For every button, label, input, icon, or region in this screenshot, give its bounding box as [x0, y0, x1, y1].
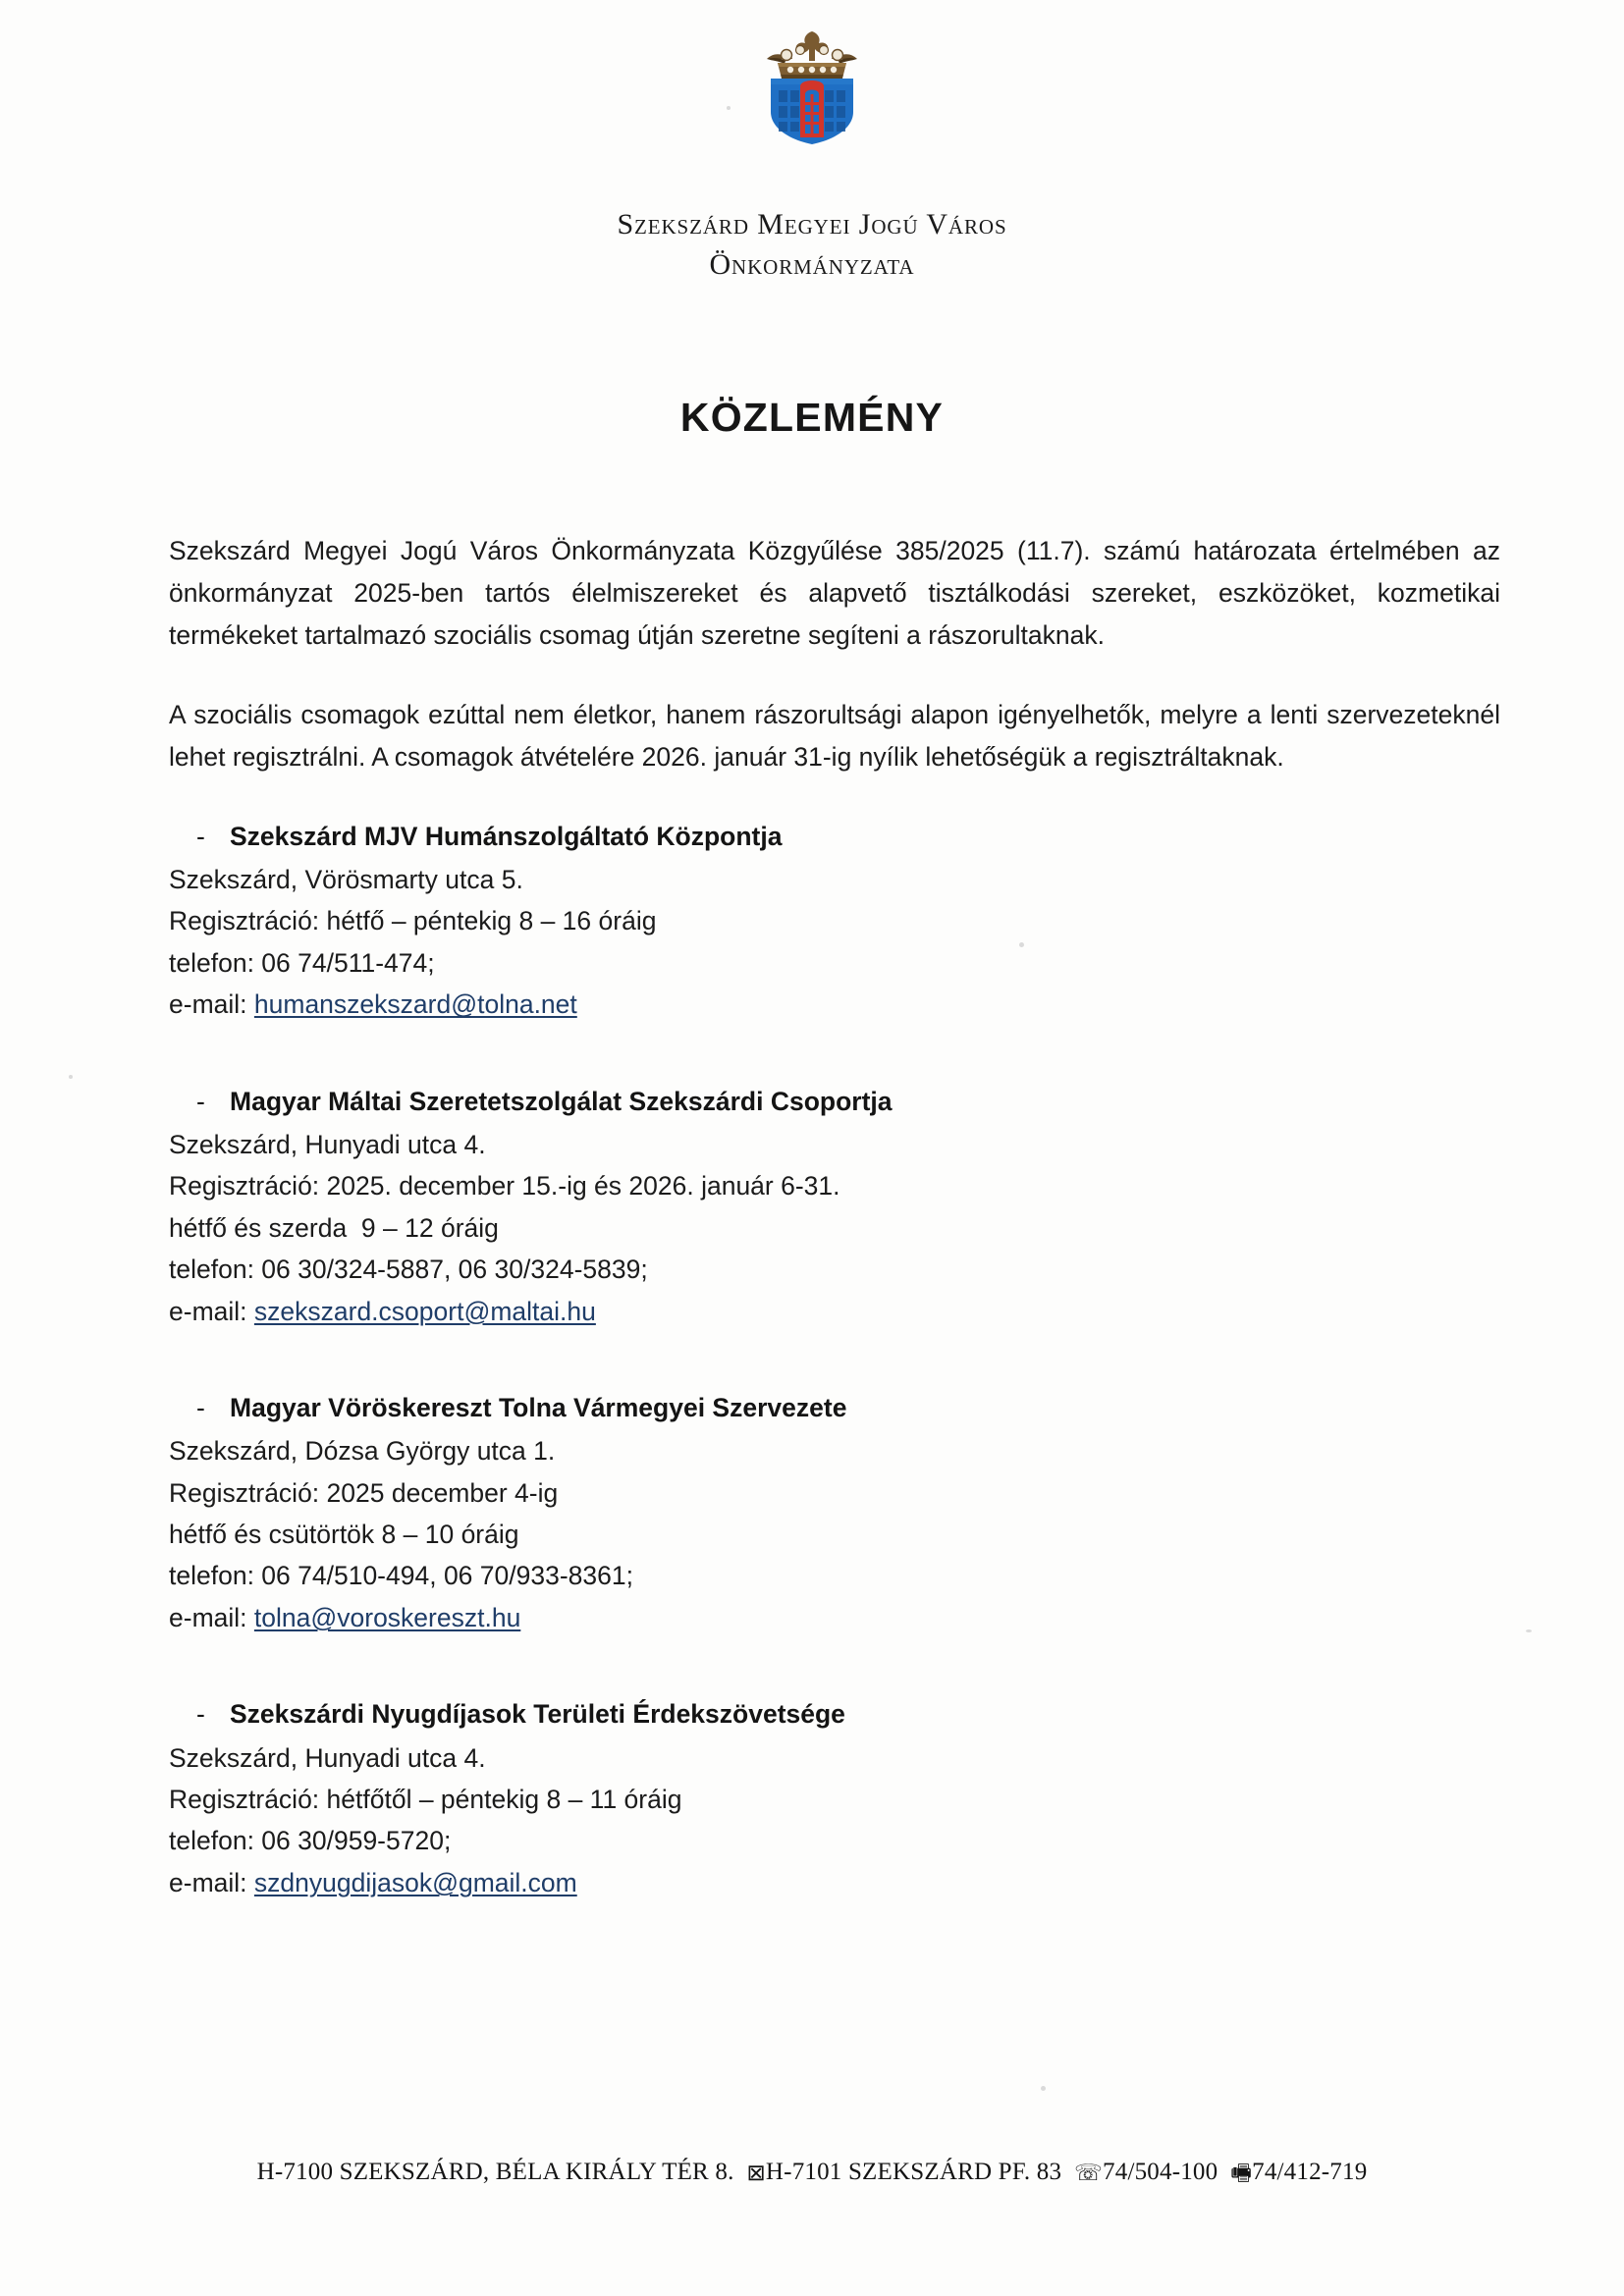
organization-name: Szekszárd MJV Humánszolgáltató Központja [230, 821, 783, 851]
document-footer [0, 2156, 1624, 2194]
scan-speckle [1041, 2086, 1046, 2091]
organization-phone: telefon: 06 74/510-494, 06 70/933-8361; [169, 1561, 633, 1591]
organization-email-link[interactable]: szdnyugdijasok@gmail.com [253, 1867, 577, 1897]
list-bullet: - [196, 1392, 205, 1422]
organization-registration: Regisztráció: hétfőtől – péntekig 8 – 11 óráig [169, 1785, 682, 1815]
organization-title [0, 204, 1624, 286]
organization-email-row [169, 1291, 1500, 1332]
organization-phone: telefon: 06 30/959-5720; [169, 1826, 452, 1856]
list-bullet: - [196, 821, 205, 851]
coat-of-arms-container [0, 18, 1624, 150]
organization-heading [169, 1387, 1500, 1428]
organization-name: Magyar Máltai Szeretetszolgálat Szekszárdi Csoportja [230, 1086, 893, 1116]
organization-phone: telefon: 06 30/324-5887, 06 30/324-5839; [169, 1255, 648, 1285]
email-label: e-mail: [169, 1296, 254, 1326]
organization-email-link[interactable]: humanszekszard@tolna.net [253, 989, 577, 1020]
intro-paragraph-1: Szekszárd Megyei Jogú Város Önkormányzata Közgyűlése 385/2025 (11.7). számú határozata értelmében az önkormányzat 2025-ben tartós élelmiszereket és alapvető tisztálkodási szereket, eszközöket, kozmetikai termékeket tartalmazó szociális csomag útján szeretne segíteni a rászorultaknak. [169, 536, 1500, 650]
footer-address: H-7100 SZEKSZÁRD, BÉLA KIRÁLY TÉR 8. [256, 2159, 747, 2185]
szekszard-coat-of-arms-icon [757, 18, 867, 145]
organization-address: Szekszárd, Hunyadi utca 4. [169, 1742, 486, 1773]
scan-speckle [69, 1075, 73, 1079]
email-label: e-mail: [169, 989, 254, 1020]
organization-name: Szekszárdi Nyugdíjasok Területi Érdekszövetsége [230, 1699, 845, 1730]
organization-title-line2: Önkormányzata [709, 248, 915, 282]
organization-phone: telefon: 06 74/511-474; [169, 947, 435, 978]
organization-block [169, 816, 1500, 1026]
organization-registration: Regisztráció: hétfő – péntekig 8 – 16 óráig [169, 906, 657, 936]
fax-icon: 🖷 [1230, 2161, 1253, 2186]
organization-block [169, 1693, 1500, 1903]
organization-email-row [169, 1862, 1500, 1903]
email-label: e-mail: [169, 1867, 254, 1897]
envelope-icon: ⊠ [746, 2161, 766, 2186]
scan-speckle [727, 106, 731, 110]
organization-hours: hétfő és szerda 9 – 12 óráig [169, 1212, 499, 1243]
organization-list [169, 816, 1500, 1904]
organization-email-row [169, 984, 1500, 1025]
organization-title-line1: Szekszárd Megyei Jogú Város [617, 208, 1007, 240]
organization-block [169, 1387, 1500, 1638]
organization-block [169, 1081, 1500, 1332]
organization-name: Magyar Vöröskereszt Tolna Vármegyei Szervezete [230, 1392, 847, 1422]
organization-heading [169, 1693, 1500, 1735]
organization-registration: Regisztráció: 2025 december 4-ig [169, 1477, 559, 1508]
organization-email-row [169, 1597, 1500, 1638]
organization-heading [169, 1081, 1500, 1122]
scan-speckle [1526, 1629, 1532, 1632]
intro-paragraph-2: A szociális csomagok ezúttal nem életkor, hanem rászorultsági alapon igényelhetők, melyre a lenti szervezeteknél lehet regisztrálni. A csomagok átvételére 2026. január 31-ig nyílik lehetőségük a regisztráltaknak. [169, 699, 1500, 772]
document-title: KÖZLEMÉNY [679, 395, 945, 440]
organization-registration: Regisztráció: 2025. december 15.-ig és 2026. január 6-31. [169, 1171, 840, 1201]
footer-fax: 74/412-719 [1252, 2159, 1368, 2185]
email-label: e-mail: [169, 1602, 254, 1632]
footer-phone: 74/504-100 [1103, 2159, 1231, 2185]
list-bullet: - [196, 1086, 205, 1116]
organization-hours: hétfő és csütörtök 8 – 10 óráig [169, 1520, 519, 1550]
organization-address: Szekszárd, Vörösmarty utca 5. [169, 865, 523, 894]
organization-heading [169, 816, 1500, 857]
organization-address: Szekszárd, Dózsa György utca 1. [169, 1436, 556, 1467]
document-body [169, 530, 1500, 1958]
footer-po-box: H-7101 SZEKSZÁRD PF. 83 [765, 2159, 1075, 2185]
scan-speckle [1019, 942, 1024, 947]
telephone-icon: ☏ [1074, 2161, 1104, 2186]
organization-email-link[interactable]: tolna@voroskereszt.hu [253, 1602, 521, 1632]
organization-email-link[interactable]: szekszard.csoport@maltai.hu [253, 1296, 596, 1326]
organization-address: Szekszárd, Hunyadi utca 4. [169, 1129, 486, 1159]
list-bullet: - [196, 1699, 205, 1730]
